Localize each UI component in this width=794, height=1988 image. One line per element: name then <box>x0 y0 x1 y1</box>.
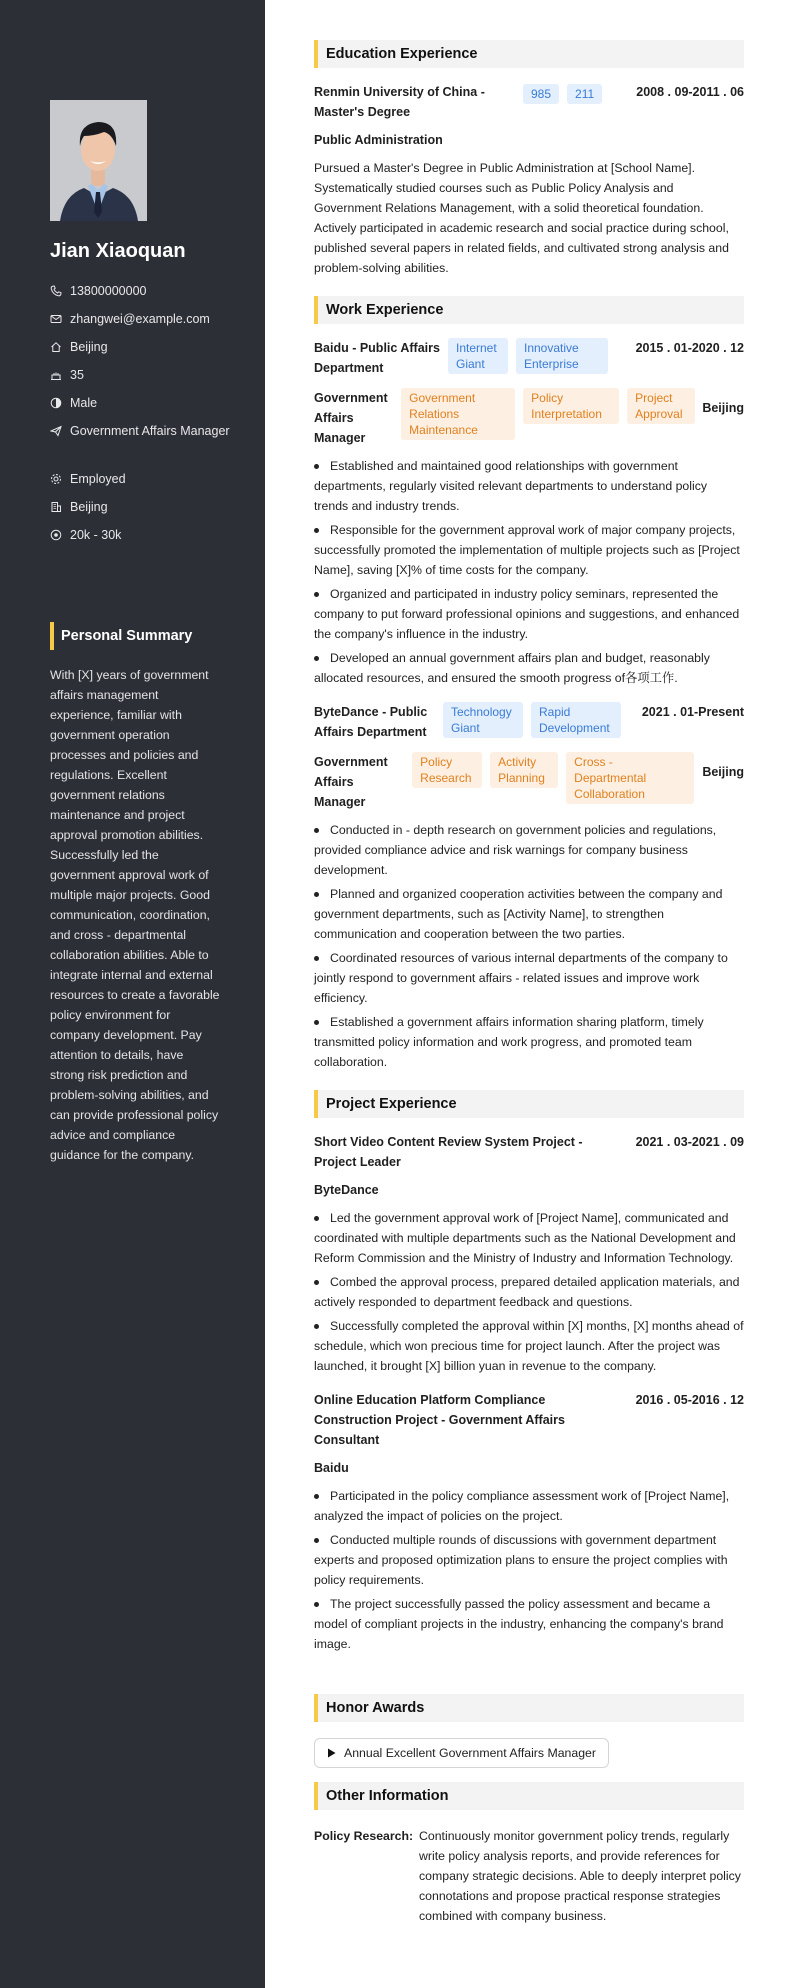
list-item: The project successfully passed the policy assessment and became a model of compliant projects in the industry, enhancing the company's brand image. <box>314 1594 744 1654</box>
education-entry-header <box>314 82 744 122</box>
home-icon <box>50 337 68 357</box>
list-item: Combed the approval process, prepared detailed application materials, and actively responded to department feedback and questions. <box>314 1272 744 1312</box>
project-entry-header <box>314 1390 744 1450</box>
job-location: Beijing <box>702 401 744 415</box>
contact-status <box>50 469 250 497</box>
skill-tag: Government Relations Maintenance <box>401 388 515 440</box>
other-info-row <box>314 1826 744 1926</box>
education-date: 2008 . 09-2011 . 06 <box>636 85 744 99</box>
work-entry-header <box>314 338 744 378</box>
contact-text: 35 <box>70 368 84 382</box>
school-name: Renmin University of China - Master's Degree <box>314 85 485 119</box>
company-name: Baidu - Public Affairs Department <box>314 341 440 375</box>
job-role: Government Affairs Manager <box>314 755 388 809</box>
company-name: ByteDance - Public Affairs Department <box>314 705 428 739</box>
list-item: Responsible for the government approval work of major company projects, successfully promoted the implementation of multiple projects such as [Project Name], saving [X]% of time costs for the company. <box>314 520 744 580</box>
contact-text: Employed <box>70 472 126 486</box>
honor-item[interactable] <box>314 1738 609 1768</box>
sidebar <box>0 0 265 1988</box>
send-icon <box>50 421 68 441</box>
project-org: Baidu <box>314 1461 349 1475</box>
play-icon <box>327 1748 336 1758</box>
work-bullets <box>314 820 744 1072</box>
skill-tag: Activity Planning <box>490 752 558 788</box>
job-role: Government Affairs Manager <box>314 391 388 445</box>
contact-salary <box>50 525 250 553</box>
building-icon <box>50 497 68 517</box>
personal-summary-title: Personal Summary <box>50 622 192 650</box>
work-date: 2015 . 01-2020 . 12 <box>635 341 744 355</box>
project-date: 2016 . 05-2016 . 12 <box>635 1393 744 1407</box>
phone-icon <box>50 281 68 301</box>
tag: Internet Giant <box>448 338 508 374</box>
education-description: Pursued a Master's Degree in Public Administration at [School Name]. Systematically studied courses such as Public Policy Analysis and Government Relations Management, with a solid theoretical foundation. Actively participated in academic research and social practice during school, published several papers in related fields, and cultivated strong analysis and problem-solving abilities. <box>314 161 729 275</box>
list-item: Established a government affairs information sharing platform, timely transmitted policy information and work progress, and promoted team collaboration. <box>314 1012 744 1072</box>
other-section-title: Other Information <box>314 1782 744 1810</box>
contact-text: zhangwei@example.com <box>70 312 210 326</box>
avatar <box>50 100 147 221</box>
tag: Technology Giant <box>443 702 523 738</box>
contact-text: Beijing <box>70 500 108 514</box>
age-icon <box>50 365 68 385</box>
job-location: Beijing <box>702 765 744 779</box>
list-item: Established and maintained good relationships with government departments, regularly visited relevant departments to understand policy trends and industry trends. <box>314 456 744 516</box>
project-date: 2021 . 03-2021 . 09 <box>635 1135 744 1149</box>
contact-text: Beijing <box>70 340 108 354</box>
main-content <box>314 40 744 1926</box>
work-entry-header <box>314 702 744 742</box>
work-role-row <box>314 752 744 812</box>
contact-text: 13800000000 <box>70 284 147 298</box>
education-section-title: Education Experience <box>314 40 744 68</box>
skill-tag: Policy Interpretation <box>523 388 619 424</box>
contact-age <box>50 365 250 393</box>
project-entry-header <box>314 1132 744 1172</box>
tag: Rapid Development <box>531 702 621 738</box>
list-item: Participated in the policy compliance assessment work of [Project Name], analyzed the impact of policies on the project. <box>314 1486 744 1526</box>
list-item: Conducted in - depth research on government policies and regulations, provided compliance advice and risk warnings for company business development. <box>314 820 744 880</box>
mail-icon <box>50 309 68 329</box>
work-bullets <box>314 456 744 688</box>
project-name: Online Education Platform Compliance Construction Project - Government Affairs Consultant <box>314 1393 565 1447</box>
list-item: Successfully completed the approval within [X] months, [X] months ahead of schedule, which won precious time for project launch. After the project was launched, it brought [X] billion yuan in revenue to the company. <box>314 1316 744 1376</box>
contact-city <box>50 337 250 365</box>
contact-text: 20k - 30k <box>70 528 122 542</box>
contact-text: Government Affairs Manager <box>70 424 230 438</box>
contact-list <box>50 281 250 553</box>
project-bullets <box>314 1208 744 1376</box>
honor-section-title: Honor Awards <box>314 1694 744 1722</box>
tag: Innovative Enterprise <box>516 338 608 374</box>
list-item: Led the government approval work of [Project Name], communicated and coordinated with multiple departments such as the National Development and Reform Commission and the Ministry of Industry and Information Technology. <box>314 1208 744 1268</box>
education-major: Public Administration <box>314 133 443 147</box>
contact-position <box>50 421 250 469</box>
other-info-value: Continuously monitor government policy trends, regularly write policy analysis reports, and provide references for company strategic decisions. Able to deeply interpret policy connotations and propose practical response strategies combined with company business. <box>419 1829 741 1923</box>
project-org: ByteDance <box>314 1183 379 1197</box>
skill-tag: Cross - Departmental Collaboration <box>566 752 694 804</box>
status-icon <box>50 469 68 489</box>
list-item: Developed an annual government affairs plan and budget, reasonably allocated resources, and ensured the smooth progress of各项工作. <box>314 648 744 688</box>
skill-tag: Policy Research <box>412 752 482 788</box>
salary-icon <box>50 525 68 545</box>
list-item: Conducted multiple rounds of discussions with government department experts and proposed optimization plans to ensure the project complies with policy requirements. <box>314 1530 744 1590</box>
list-item: Planned and organized cooperation activities between the company and government departments, such as [Activity Name], to strengthen communication and cooperation between the two parties. <box>314 884 744 944</box>
skill-tag: Project Approval <box>627 388 695 424</box>
tag: 985 <box>523 84 559 104</box>
work-date: 2021 . 01-Present <box>641 705 744 719</box>
work-section-title: Work Experience <box>314 296 744 324</box>
list-item: Coordinated resources of various internal departments of the company to jointly respond to government affairs - related issues and improve work efficiency. <box>314 948 744 1008</box>
other-info-key: Policy Research: <box>314 1829 414 1843</box>
contact-gender <box>50 393 250 421</box>
gender-icon <box>50 393 68 413</box>
tag: 211 <box>567 84 602 104</box>
contact-email <box>50 309 250 337</box>
project-section-title: Project Experience <box>314 1090 744 1118</box>
portrait-icon <box>50 100 147 221</box>
project-bullets <box>314 1486 744 1654</box>
list-item: Organized and participated in industry policy seminars, represented the company to put forward professional opinions and suggestions, and enhanced the company's influence in the industry. <box>314 584 744 644</box>
contact-work-city <box>50 497 250 525</box>
honor-label: Annual Excellent Government Affairs Manager <box>344 1746 596 1760</box>
work-role-row <box>314 388 744 448</box>
candidate-name: Jian Xiaoquan <box>50 240 186 262</box>
contact-text: Male <box>70 396 98 410</box>
contact-phone <box>50 281 250 309</box>
project-name: Short Video Content Review System Project - Project Leader <box>314 1135 583 1169</box>
personal-summary-text: With [X] years of government affairs management experience, familiar with government operation processes and policies and regulations. Excellent government relations maintenance and project approval promotion abilities. Successfully led the government approval work of multiple major projects. Good communication, coordination, and cross - departmental collaboration abilities. Able to integrate internal and external resources to create a favorable policy environment for company development. Pay attention to details, have strong risk prediction and problem-solving abilities, and can provide professional policy advice and compliance guidance for the company. <box>50 668 220 1162</box>
